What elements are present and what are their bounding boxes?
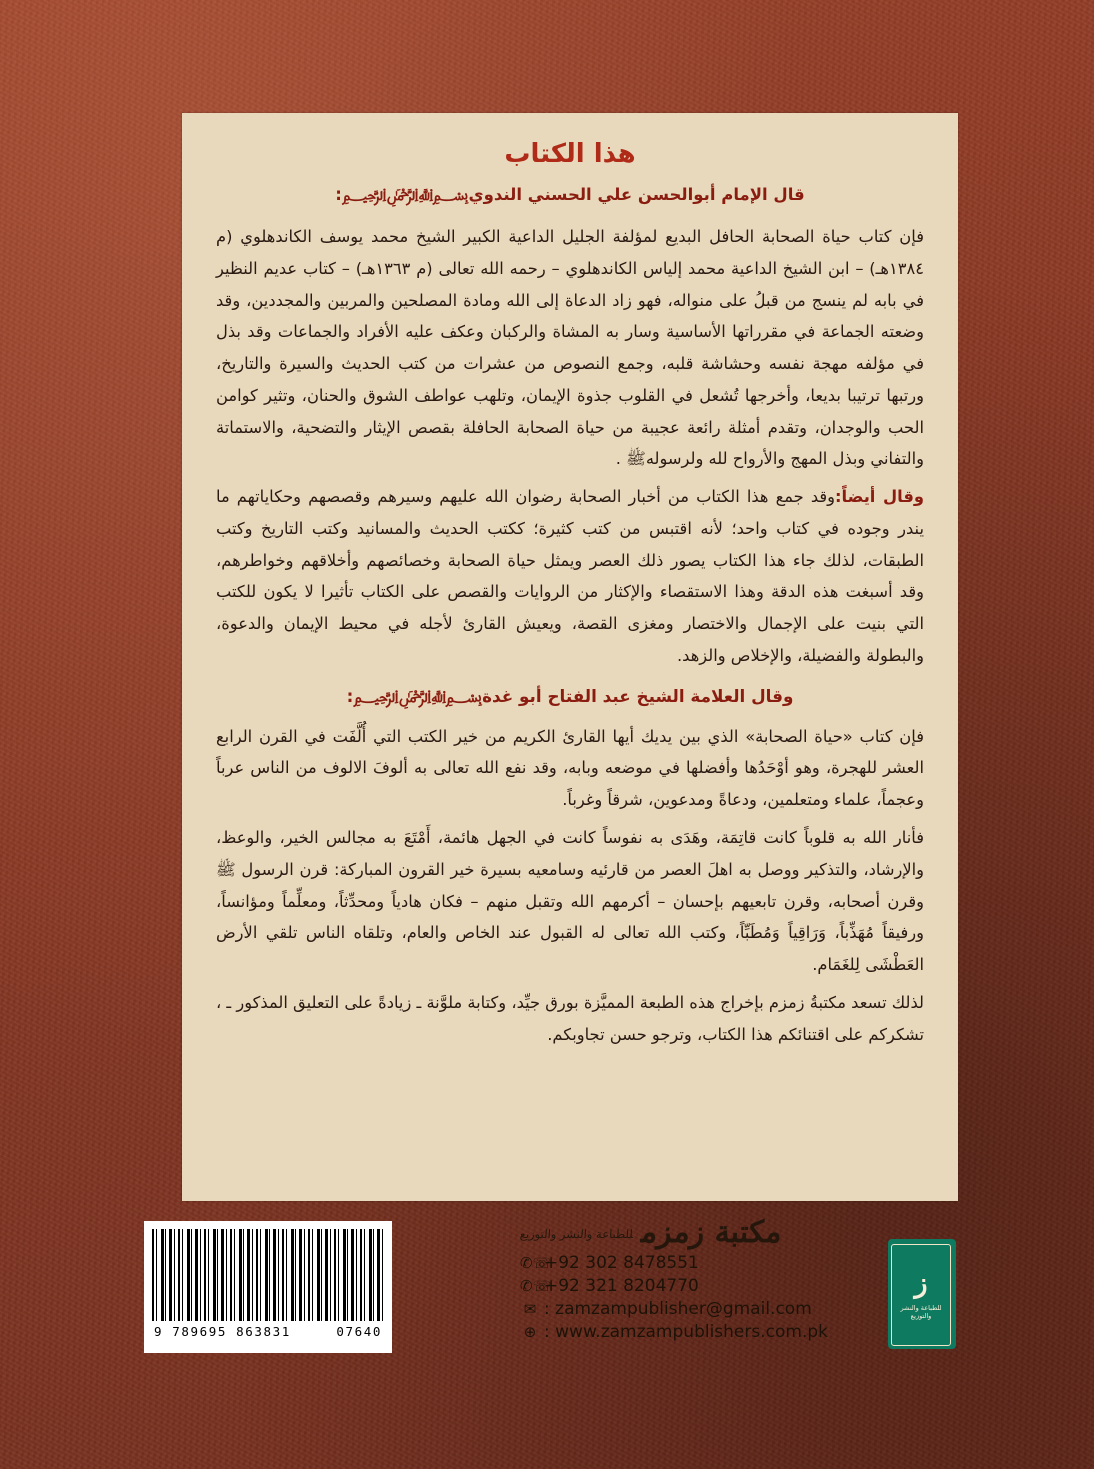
publisher-website[interactable]: ⊕ : www.zamzampublishers.com.pk xyxy=(520,1322,900,1342)
paragraph-4: فأنار الله به قلوباً كانت قاتِمَة، وهَدَى به نفوساً كانت في الجهل هائمة، أَمْتَعَ به مجالس الخير، والوعظ، والإرشاد، والتذكير ووصل به اهلَ العصر من قارئيه وسامعيه بسيرة خير القرون المباركة: قرن الرسول ﷺ وقرن أصحابه، وقرن تابعيهم بإحسان – أكرمهم الله وتقبل منهم – فكان هادياً ومحدِّثاً، ومعلِّماً ومؤانساً، ورفيقاً مُهَذِّباً، وَرَاقِياً وَمُطَبِّاً، وكتب الله تعالى له القبول عند الخاص والعام، وتلقاه الناس تلقي الأرض العَطْشَى لِلغَمَام. xyxy=(216,828,924,975)
publisher-phone-2-value: +92 321 8204770 xyxy=(544,1276,699,1296)
back-cover-text-panel xyxy=(182,113,958,1201)
publisher-email[interactable]: ✉ : zamzampublisher@gmail.com xyxy=(520,1299,900,1319)
whatsapp-phone-icon: ✆☏ xyxy=(520,1277,552,1295)
globe-icon: ⊕ xyxy=(523,1323,537,1341)
closing-paragraph: لذلك تسعد مكتبةُ زمزم بإخراج هذه الطبعة المميَّزة بورق جيِّد، وكتابة ملوَّنة ـ زيادةً على التعليق المذكور ـ ، تشكركم على اقتنائكم هذا الكتاب، وترجو حسن تجاوبكم. xyxy=(216,992,924,1044)
barcode-bars xyxy=(152,1229,384,1321)
publisher-phone-2[interactable] xyxy=(520,1276,900,1296)
second-quote-body: وقد جمع هذا الكتاب من أخبار الصحابة رضوان الله عليهم وسيرهم وقصصهم وحكاياتهم ما يندر وجوده في كتاب واحد؛ لأنه اقتبس من كتب كثيرة؛ ككتب الحديث والمسانيد وكتب التاريخ وكتب الطبقات، لذلك جاء هذا الكتاب يصور ذلك العصر ويمثل حياة الصحابة وخصائصهم وأخلاقهم وخواطرهم، وقد أسبغت هذه الدقة وهذا الاستقصاء والإكثار من الروايات والقصص على الكتاب تأثيرا لا يكون للكتب التي بنيت على الإجمال والاختصار ومغزى القصة، ويعيش القارئ لأجله في محيط الإيمان والدعوة، والبطولة والفضيلة، والإخلاص والزهد. xyxy=(216,487,924,665)
publisher-website-value: www.zamzampublishers.com.pk xyxy=(555,1322,828,1342)
emblem-subtext: للطباعة والنشر والتوزيع xyxy=(900,1303,942,1320)
publisher-email-value: zamzampublisher@gmail.com xyxy=(555,1299,812,1319)
publisher-contact-block xyxy=(520,1215,900,1345)
publisher-logo-subtext: للطباعة والنشر والتوزيع xyxy=(519,1227,634,1241)
barcode-right-digits: 07640 xyxy=(336,1324,382,1339)
publisher-phone-1[interactable] xyxy=(520,1253,900,1273)
emblem-monogram: ز xyxy=(914,1267,928,1299)
paragraph-2 xyxy=(216,481,924,672)
back-cover-footer xyxy=(0,1205,1094,1425)
publisher-phone-1-value: +92 302 8478551 xyxy=(544,1253,699,1273)
publisher-emblem xyxy=(888,1239,956,1349)
paragraph-1: فإن كتاب حياة الصحابة الحافل البديع لمؤلفة الجليل الداعية الكبير الشيخ محمد يوسف الكاندهلوي (م ١٣٨٤هـ) – ابن الشيخ الداعية محمد إلياس الكاندهلوي – رحمه الله تعالى (م ١٣٦٣هـ) – كتاب عديم النظير في بابه لم ينسج من قبلُ على منواله، فهو زاد الدعاة إلى الله ومادة المصلحين والمربين والمجددين، وقد وضعته الجماعة في مقرراتها الأساسية وسار به المشاة والركبان وعكف عليه الأفراد والجماعات وقد بذل في مؤلفه مهجة نفسه وحشاشة قلبه، وجمع النصوص من عشرات من كتب الحديث والسيرة والتاريخ، ورتبها ترتيبا بديعا، وأخرجها تُشعل في القلوب جذوة الإيمان، وتلهب عواطف الشوق والحنان، وتثير كوامن الحب والوجدان، وتقدم أمثلة رائعة عجيبة من حياة الصحابة الحافلة بقصص الإيثار والتضحية، والاستماتة والتفاني وبذل المهج والأرواح لله ولرسولهﷺ . xyxy=(216,227,924,469)
barcode xyxy=(144,1221,392,1353)
second-quote-lead: وقال أيضاً: xyxy=(835,487,924,507)
envelope-icon: ✉ xyxy=(523,1300,537,1318)
attribution-line: قال الإمام أبوالحسن علي الحسني الندوي﷽: xyxy=(335,185,805,204)
publisher-logo-name: مكتبة زمزم xyxy=(640,1215,783,1250)
publisher-logo xyxy=(519,1215,901,1250)
third-quote-heading: وقال العلامة الشيخ عبد الفتاح أبو غدة﷽: xyxy=(346,685,794,706)
whatsapp-phone-icon: ✆☏ xyxy=(520,1254,552,1272)
barcode-left-digits: 9 789695 863831 xyxy=(154,1324,291,1339)
paragraph-3: فإن كتاب «حياة الصحابة» الذي بين يديك أيها القارئ الكريم من خير الكتب التي أُلَّفَت في القرن الرابع العشر للهجرة، وهو أوْحَدُها وأفضلها في موضعه وبابه، وقد نفع الله تعالى به ألوفَ الالوف من الناس عرباً وعجماً، علماء ومتعلمين، ودعاةً ومدعوين، شرقاً وغرباً. xyxy=(216,726,924,810)
page-title: هذا الكتاب xyxy=(504,139,636,169)
barcode-digits xyxy=(152,1324,384,1339)
